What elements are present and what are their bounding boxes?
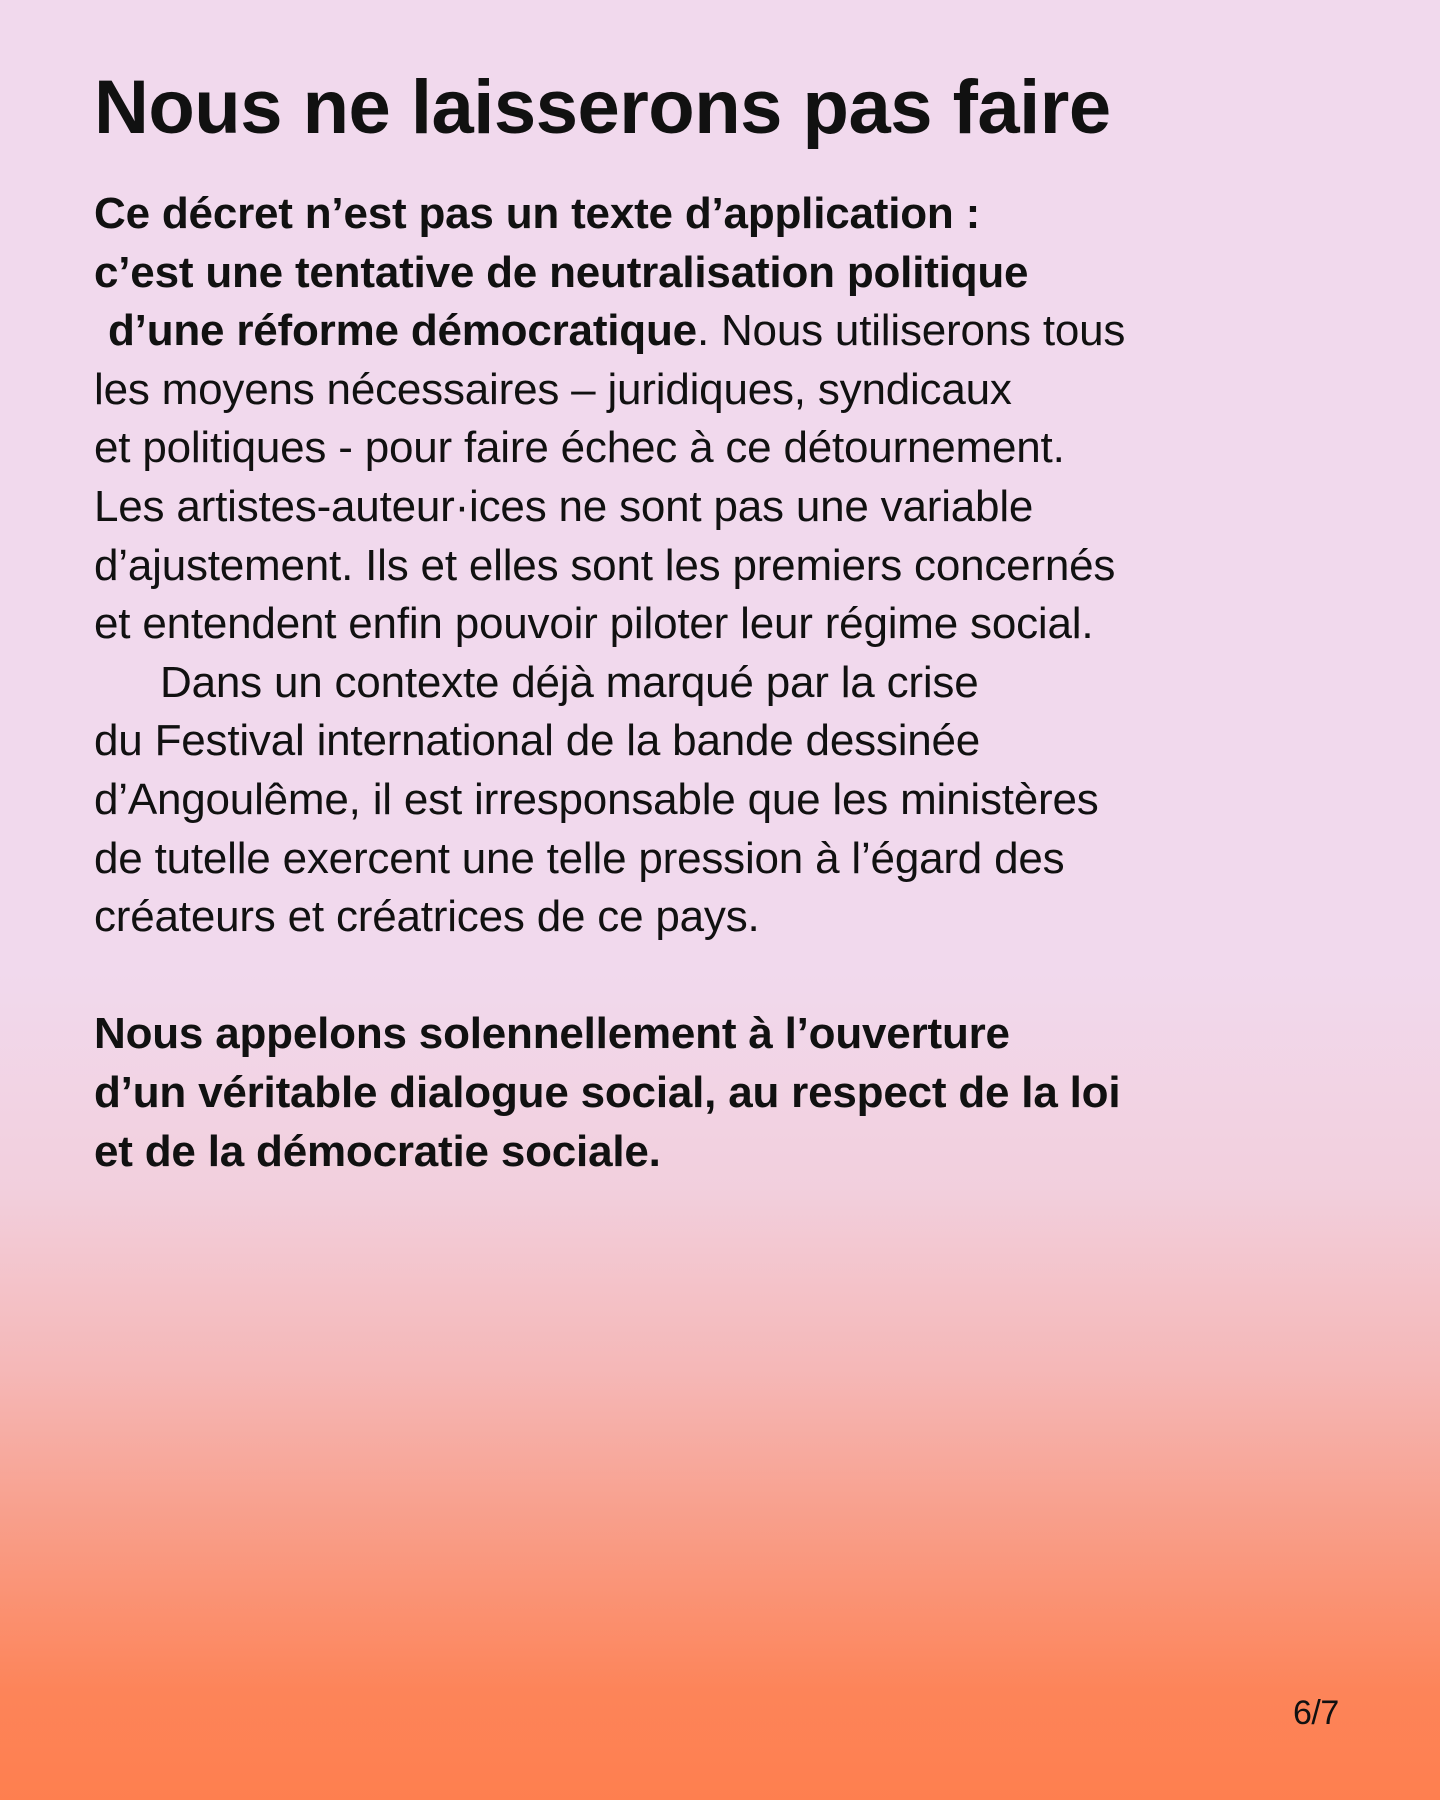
body-line: et politiques - pour faire échec à ce détournement. bbox=[94, 423, 1065, 473]
call-to-action-line: et de la démocratie sociale. bbox=[94, 1126, 661, 1176]
body-line-bold-part: d’une réforme démocratique bbox=[108, 306, 697, 356]
call-to-action-line: Nous appelons solennellement à l’ouverture bbox=[94, 1009, 1010, 1059]
body-line: créateurs et créatrices de ce pays. bbox=[94, 892, 760, 942]
body-line: c’est une tentative de neutralisation politique bbox=[94, 247, 1029, 297]
body-line: d’Angoulême, il est irresponsable que les ministères bbox=[94, 774, 1099, 824]
call-to-action-line: d’un véritable dialogue social, au respect de la loi bbox=[94, 1067, 1121, 1117]
body-line: du Festival international de la bande dessinée bbox=[94, 716, 981, 766]
body-line-regular-part: . Nous utiliserons tous bbox=[696, 306, 1126, 356]
body-line: Les artistes-auteur·ices ne sont pas une variable bbox=[94, 481, 1034, 531]
call-to-action bbox=[94, 1005, 1324, 1181]
body-line: et entendent enfin pouvoir piloter leur régime social. bbox=[94, 599, 1094, 649]
body-line: de tutelle exercent une telle pression à l’égard des bbox=[94, 833, 1065, 883]
body-line: Dans un contexte déjà marqué par la crise bbox=[160, 657, 979, 707]
body-line: d’ajustement. Ils et elles sont les premiers concernés bbox=[94, 540, 1116, 590]
page-title: Nous ne laisserons pas faire bbox=[94, 65, 1111, 150]
page-number: 6/7 bbox=[1293, 1694, 1339, 1732]
paragraph-spacer bbox=[94, 947, 1324, 1006]
body-line: les moyens nécessaires – juridiques, syndicaux bbox=[94, 364, 1012, 414]
body-text bbox=[94, 185, 1324, 1181]
body-line bbox=[94, 302, 1324, 361]
body-line: Ce décret n’est pas un texte d’application : bbox=[94, 189, 981, 238]
